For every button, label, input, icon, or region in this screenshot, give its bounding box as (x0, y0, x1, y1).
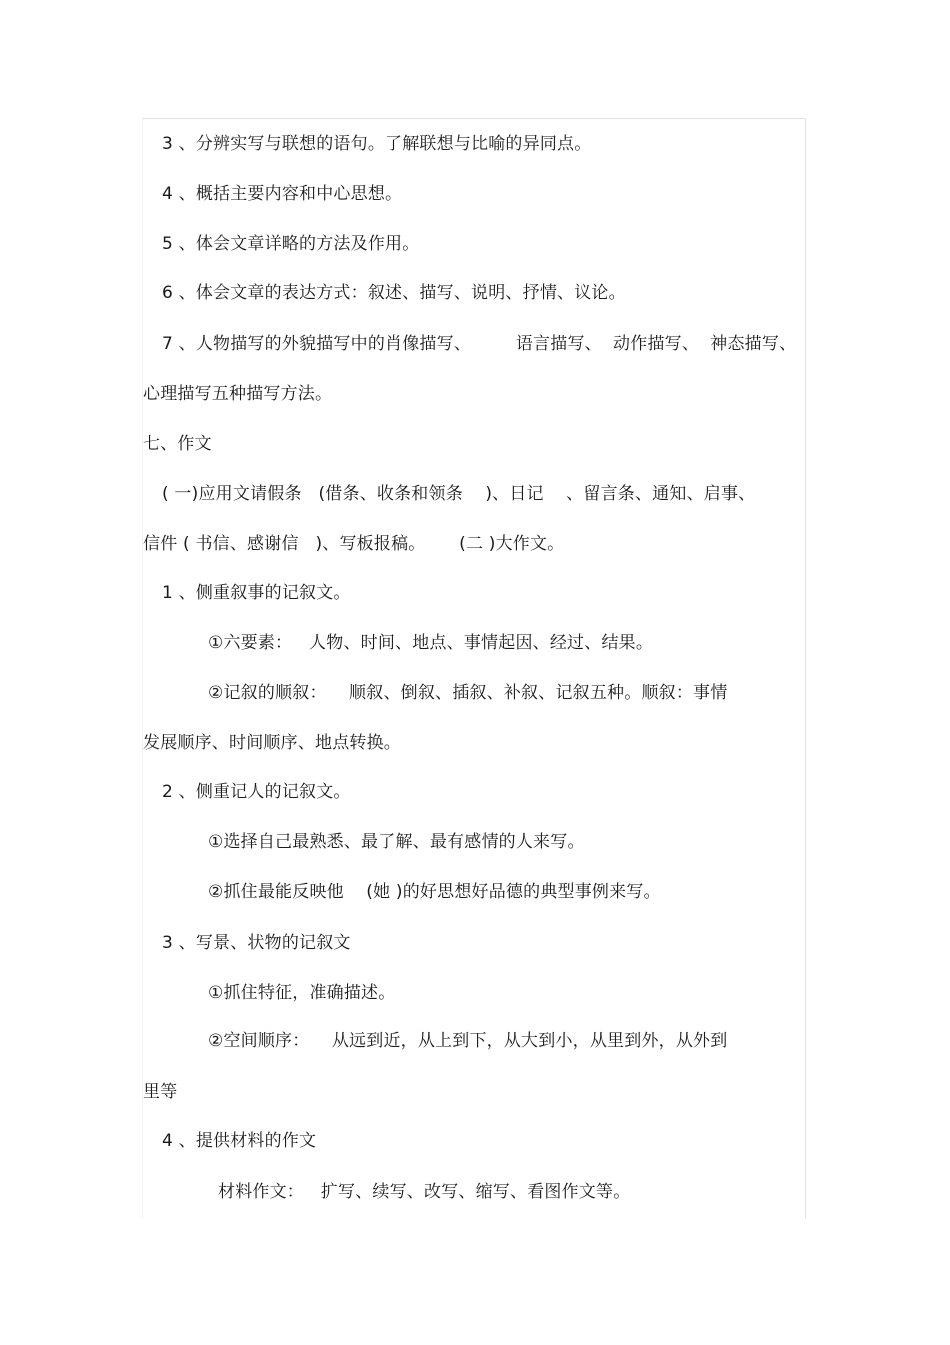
text-line: 信件 ( 书信、感谢信 )、写板报稿。 (二 )大作文。 (143, 534, 565, 554)
text-line: 里等 (143, 1082, 178, 1102)
text-line: 1 、侧重叙事的记叙文。 (162, 583, 351, 603)
text-line: 发展顺序、时间顺序、地点转换。 (143, 733, 401, 753)
text-line: ①选择自己最熟悉、最了解、最有感情的人来写。 (208, 832, 585, 852)
text-line: ②空间顺序： 从远到近，从上到下，从大到小，从里到外，从外到 (208, 1031, 728, 1051)
text-line: 7 、人物描写的外貌描写中的肖像描写、 语言描写、 动作描写、 神态描写、 (162, 334, 797, 354)
text-line: ①抓住特征，准确描述。 (208, 983, 396, 1003)
text-line: 4 、概括主要内容和中心思想。 (162, 184, 403, 204)
text-line: 3 、写景、状物的记叙文 (162, 933, 351, 953)
text-line: 5 、体会文章详略的方法及作用。 (162, 234, 420, 254)
text-line: ( 一)应用文请假条 (借条、收条和领条 )、日记 、留言条、通知、启事、 (162, 484, 756, 504)
text-line: 4 、提供材料的作文 (162, 1131, 317, 1151)
text-line: ②抓住最能反映他 (她 )的好思想好品德的典型事例来写。 (208, 882, 661, 902)
text-line: 心理描写五种描写方法。 (143, 384, 333, 404)
text-line: 材料作文： 扩写、续写、改写、缩写、看图作文等。 (218, 1182, 631, 1202)
text-line: 2 、侧重记人的记叙文。 (162, 782, 351, 802)
section-heading: 七、作文 (143, 434, 212, 454)
text-line: 3 、分辨实写与联想的语句。了解联想与比喻的异同点。 (162, 134, 592, 154)
text-line: 6 、体会文章的表达方式：叙述、描写、说明、抒情、议论。 (162, 283, 626, 303)
text-line: ②记叙的顺叙： 顺叙、倒叙、插叙、补叙、记叙五种。顺叙：事情 (208, 683, 728, 703)
text-line: ①六要素： 人物、时间、地点、事情起因、经过、结果。 (208, 633, 654, 653)
